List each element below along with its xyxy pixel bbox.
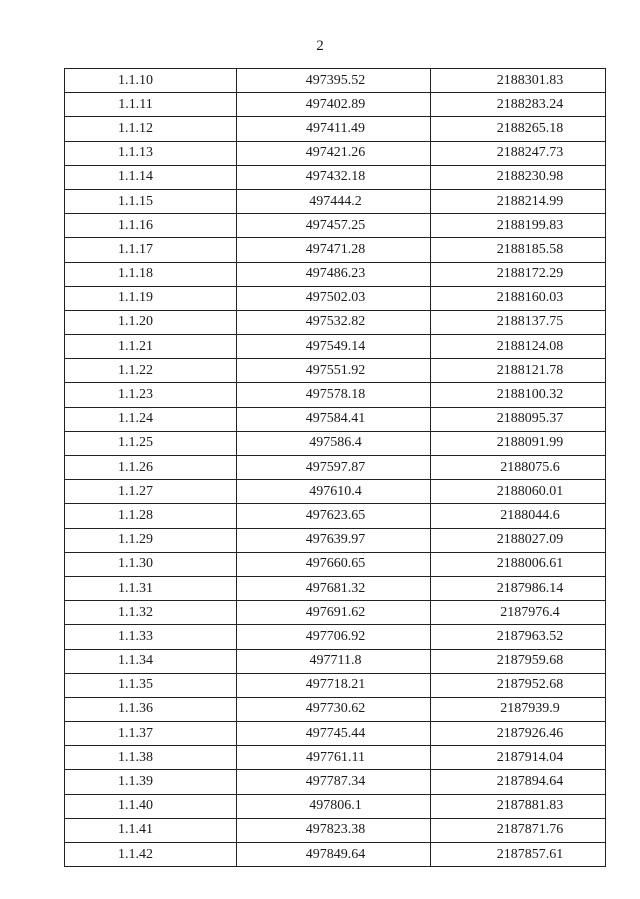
table-row [65, 480, 606, 504]
point-id-cell: 1.1.25 [65, 431, 237, 455]
y-coordinate-cell: 2188121.78 [431, 359, 606, 383]
y-coordinate-cell: 2187952.68 [431, 673, 606, 697]
table-row [65, 93, 606, 117]
table-row [65, 625, 606, 649]
x-coordinate-cell: 497849.64 [237, 843, 431, 867]
y-coordinate-cell: 2188301.83 [431, 69, 606, 93]
x-coordinate-cell: 497586.4 [237, 431, 431, 455]
y-coordinate-cell: 2187939.9 [431, 697, 606, 721]
y-coordinate-cell: 2187963.52 [431, 625, 606, 649]
x-coordinate-cell: 497823.38 [237, 818, 431, 842]
x-coordinate-cell: 497681.32 [237, 576, 431, 600]
point-id-cell: 1.1.37 [65, 722, 237, 746]
coordinates-table [64, 68, 606, 867]
x-coordinate-cell: 497402.89 [237, 93, 431, 117]
x-coordinate-cell: 497584.41 [237, 407, 431, 431]
point-id-cell: 1.1.24 [65, 407, 237, 431]
y-coordinate-cell: 2188172.29 [431, 262, 606, 286]
table-row [65, 552, 606, 576]
y-coordinate-cell: 2188230.98 [431, 165, 606, 189]
coordinates-table-body [65, 69, 606, 867]
point-id-cell: 1.1.36 [65, 697, 237, 721]
table-row [65, 818, 606, 842]
y-coordinate-cell: 2188199.83 [431, 214, 606, 238]
y-coordinate-cell: 2188095.37 [431, 407, 606, 431]
y-coordinate-cell: 2187857.61 [431, 843, 606, 867]
table-row [65, 238, 606, 262]
x-coordinate-cell: 497610.4 [237, 480, 431, 504]
point-id-cell: 1.1.16 [65, 214, 237, 238]
point-id-cell: 1.1.30 [65, 552, 237, 576]
x-coordinate-cell: 497551.92 [237, 359, 431, 383]
y-coordinate-cell: 2187914.04 [431, 746, 606, 770]
x-coordinate-cell: 497806.1 [237, 794, 431, 818]
point-id-cell: 1.1.18 [65, 262, 237, 286]
x-coordinate-cell: 497718.21 [237, 673, 431, 697]
point-id-cell: 1.1.41 [65, 818, 237, 842]
x-coordinate-cell: 497730.62 [237, 697, 431, 721]
point-id-cell: 1.1.23 [65, 383, 237, 407]
y-coordinate-cell: 2187986.14 [431, 576, 606, 600]
point-id-cell: 1.1.33 [65, 625, 237, 649]
point-id-cell: 1.1.39 [65, 770, 237, 794]
point-id-cell: 1.1.27 [65, 480, 237, 504]
point-id-cell: 1.1.12 [65, 117, 237, 141]
x-coordinate-cell: 497532.82 [237, 310, 431, 334]
y-coordinate-cell: 2188124.08 [431, 335, 606, 359]
point-id-cell: 1.1.31 [65, 576, 237, 600]
x-coordinate-cell: 497444.2 [237, 189, 431, 213]
point-id-cell: 1.1.28 [65, 504, 237, 528]
table-row [65, 286, 606, 310]
table-row [65, 722, 606, 746]
point-id-cell: 1.1.22 [65, 359, 237, 383]
point-id-cell: 1.1.14 [65, 165, 237, 189]
x-coordinate-cell: 497623.65 [237, 504, 431, 528]
table-row [65, 649, 606, 673]
point-id-cell: 1.1.17 [65, 238, 237, 262]
point-id-cell: 1.1.10 [65, 69, 237, 93]
table-row [65, 770, 606, 794]
x-coordinate-cell: 497660.65 [237, 552, 431, 576]
point-id-cell: 1.1.26 [65, 456, 237, 480]
x-coordinate-cell: 497706.92 [237, 625, 431, 649]
point-id-cell: 1.1.32 [65, 601, 237, 625]
y-coordinate-cell: 2188100.32 [431, 383, 606, 407]
point-id-cell: 1.1.42 [65, 843, 237, 867]
y-coordinate-cell: 2188091.99 [431, 431, 606, 455]
table-row [65, 214, 606, 238]
x-coordinate-cell: 497502.03 [237, 286, 431, 310]
table-row [65, 383, 606, 407]
point-id-cell: 1.1.11 [65, 93, 237, 117]
x-coordinate-cell: 497486.23 [237, 262, 431, 286]
y-coordinate-cell: 2187959.68 [431, 649, 606, 673]
table-row [65, 746, 606, 770]
y-coordinate-cell: 2187881.83 [431, 794, 606, 818]
table-row [65, 697, 606, 721]
x-coordinate-cell: 497691.62 [237, 601, 431, 625]
point-id-cell: 1.1.35 [65, 673, 237, 697]
x-coordinate-cell: 497639.97 [237, 528, 431, 552]
y-coordinate-cell: 2188006.61 [431, 552, 606, 576]
point-id-cell: 1.1.21 [65, 335, 237, 359]
x-coordinate-cell: 497787.34 [237, 770, 431, 794]
table-row [65, 359, 606, 383]
table-row [65, 407, 606, 431]
y-coordinate-cell: 2188185.58 [431, 238, 606, 262]
page-number: 2 [316, 38, 324, 54]
table-row [65, 504, 606, 528]
y-coordinate-cell: 2188214.99 [431, 189, 606, 213]
point-id-cell: 1.1.38 [65, 746, 237, 770]
y-coordinate-cell: 2188027.09 [431, 528, 606, 552]
table-row [65, 335, 606, 359]
point-id-cell: 1.1.13 [65, 141, 237, 165]
table-row [65, 141, 606, 165]
table-row [65, 262, 606, 286]
point-id-cell: 1.1.29 [65, 528, 237, 552]
table-row [65, 576, 606, 600]
table-row [65, 673, 606, 697]
y-coordinate-cell: 2187871.76 [431, 818, 606, 842]
y-coordinate-cell: 2188137.75 [431, 310, 606, 334]
table-row [65, 601, 606, 625]
y-coordinate-cell: 2187894.64 [431, 770, 606, 794]
x-coordinate-cell: 497471.28 [237, 238, 431, 262]
x-coordinate-cell: 497457.25 [237, 214, 431, 238]
y-coordinate-cell: 2188160.03 [431, 286, 606, 310]
table-row [65, 431, 606, 455]
table-row [65, 165, 606, 189]
x-coordinate-cell: 497745.44 [237, 722, 431, 746]
y-coordinate-cell: 2187926.46 [431, 722, 606, 746]
y-coordinate-cell: 2188060.01 [431, 480, 606, 504]
x-coordinate-cell: 497395.52 [237, 69, 431, 93]
table-row [65, 310, 606, 334]
y-coordinate-cell: 2188283.24 [431, 93, 606, 117]
table-row [65, 69, 606, 93]
table-row [65, 189, 606, 213]
y-coordinate-cell: 2188265.18 [431, 117, 606, 141]
y-coordinate-cell: 2188247.73 [431, 141, 606, 165]
point-id-cell: 1.1.20 [65, 310, 237, 334]
x-coordinate-cell: 497597.87 [237, 456, 431, 480]
table-row [65, 528, 606, 552]
table-row [65, 456, 606, 480]
x-coordinate-cell: 497432.18 [237, 165, 431, 189]
table-row [65, 117, 606, 141]
x-coordinate-cell: 497761.11 [237, 746, 431, 770]
table-row [65, 843, 606, 867]
x-coordinate-cell: 497549.14 [237, 335, 431, 359]
point-id-cell: 1.1.15 [65, 189, 237, 213]
point-id-cell: 1.1.40 [65, 794, 237, 818]
point-id-cell: 1.1.34 [65, 649, 237, 673]
x-coordinate-cell: 497421.26 [237, 141, 431, 165]
point-id-cell: 1.1.19 [65, 286, 237, 310]
table-row [65, 794, 606, 818]
x-coordinate-cell: 497711.8 [237, 649, 431, 673]
y-coordinate-cell: 2188044.6 [431, 504, 606, 528]
x-coordinate-cell: 497578.18 [237, 383, 431, 407]
y-coordinate-cell: 2187976.4 [431, 601, 606, 625]
y-coordinate-cell: 2188075.6 [431, 456, 606, 480]
x-coordinate-cell: 497411.49 [237, 117, 431, 141]
